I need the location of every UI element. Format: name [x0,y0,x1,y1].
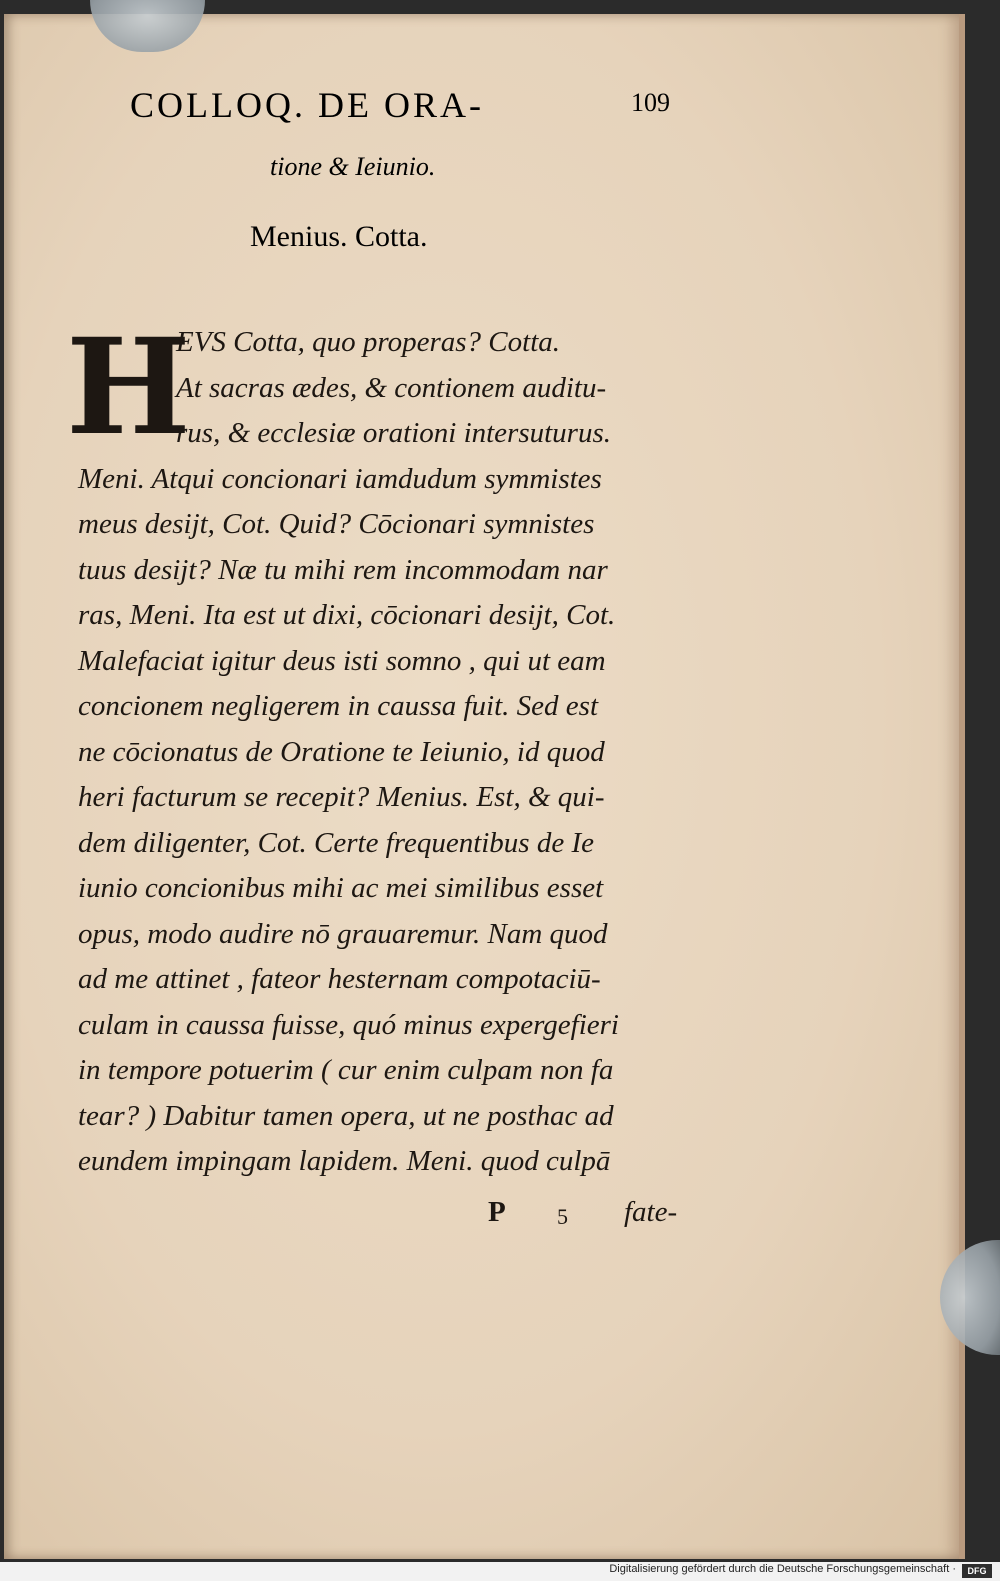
text-line: heri facturum se recepit? Menius. Est, & qui- [78,781,605,813]
text-line: ras, Meni. Ita est ut dixi, cōcionari desijt, Cot. [78,599,616,631]
text-line: tuus desijt? Næ tu mihi rem incommodam nar [78,553,608,586]
text-line: culam in caussa fuisse, quó minus expergefieri [78,1008,619,1041]
text-line: At sacras ædes, & contionem auditu- [176,371,607,404]
text-line: in tempore potuerim ( cur enim culpam non fa [78,1054,614,1086]
dfg-logo: DFG [962,1564,992,1578]
text-line: ne cōcionatus de Oratione te Ieiunio, id quod [78,735,605,768]
catchword: fate- [624,1196,678,1228]
running-head [130,84,670,128]
text-line: rus, & ecclesiæ orationi intersuturus. [176,417,611,449]
text-line: opus, modo audire nō grauaremur. Nam quod [78,917,608,950]
text-line: Meni. Atqui concionari iamdudum symmistes [78,462,602,495]
speakers-line: Menius. Cotta. [250,220,428,253]
text-line: iunio concionibus mihi ac mei similibus esset [78,872,604,904]
signature-number: 5 [557,1204,568,1229]
text-line: tear? ) Dabitur tamen opera, ut ne posthac ad [78,1099,614,1132]
running-head-title: COLLOQ. DE ORA- [130,85,484,125]
text-line: dem diligenter, Cot. Certe frequentibus de Ie [78,826,594,859]
drop-cap-initial: H [66,310,191,465]
text-line: Malefaciat igitur deus isti somno , qui ut eam [78,644,606,677]
digitization-credit: Digitalisierung gefördert durch die Deutsche Forschungsgemeinschaft · [609,1563,956,1575]
text-line: ad me attinet , fateor hesternam compotaciū- [78,963,601,995]
text-line: eundem impingam lapidem. Meni. quod culpā [78,1145,611,1177]
text-line: concionem negligerem in caussa fuit. Sed est [78,690,599,722]
text-line: EVS Cotta, quo properas? Cotta. [176,326,560,358]
signature-mark: P [488,1196,506,1228]
text-line: meus desijt, Cot. Quid? Cōcionari symnistes [78,508,595,540]
page-number: 109 [631,88,670,117]
chapter-subtitle: tione & Ieiunio. [270,152,436,181]
